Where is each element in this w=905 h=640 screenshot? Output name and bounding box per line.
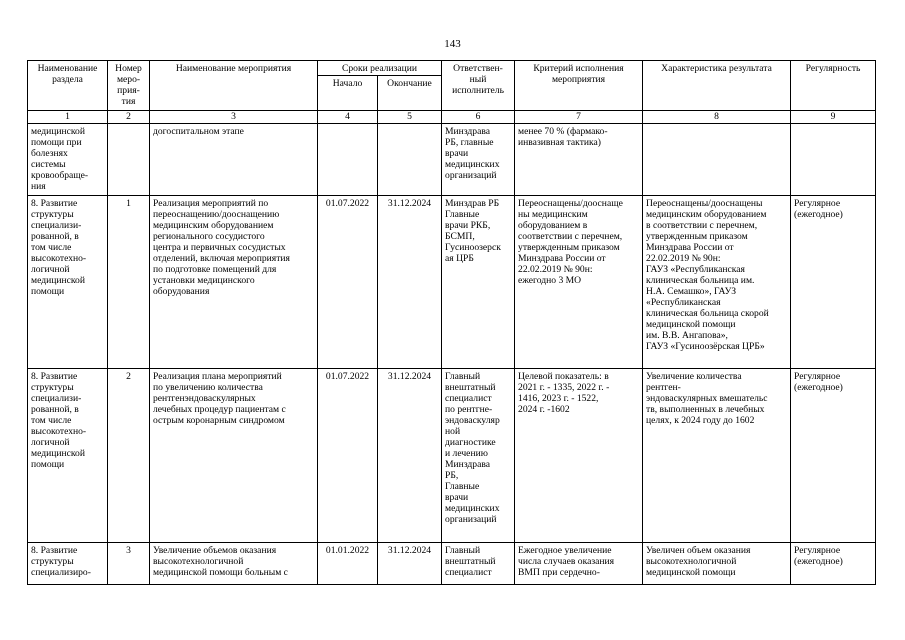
header-number: Номер меро- прия- тия xyxy=(108,61,150,111)
cell-criterion: Целевой показатель: в 2021 г. - 1335, 2022 г. - 1416, 2023 г. - 1522, 2024 г. -1602 xyxy=(515,369,643,543)
cell-event: Увеличение объемов оказания высокотехнологичной медицинской помощи больным с xyxy=(150,543,318,585)
cell-event: Реализация мероприятий по переоснащению/дооснащению медицинским оборудованием регионального сосудистого центра и первичных сосудистых отделений, включая мероприятия по подготовке помещений для установки медицинского оборудования xyxy=(150,196,318,369)
cell-end xyxy=(378,124,442,196)
cell-criterion: Ежегодное увеличение числа случаев оказания ВМП при сердечно- xyxy=(515,543,643,585)
header-section: Наименование раздела xyxy=(28,61,108,111)
cell-number: 2 xyxy=(108,369,150,543)
cell-regularity: Регулярное (ежегодное) xyxy=(791,543,876,585)
column-number: 7 xyxy=(515,111,643,124)
cell-number xyxy=(108,124,150,196)
page-number: 143 xyxy=(444,38,461,50)
table-row xyxy=(28,369,876,543)
cell-criterion: менее 70 % (фармако- инвазивная тактика) xyxy=(515,124,643,196)
column-number: 6 xyxy=(442,111,515,124)
cell-start: 01.01.2022 xyxy=(318,543,378,585)
events-table xyxy=(27,60,876,585)
header-regularity: Регулярность xyxy=(791,61,876,111)
cell-end: 31.12.2024 xyxy=(378,543,442,585)
cell-event: Реализация плана мероприятий по увеличению количества рентгенэндоваскулярных лечебных процедур пациентам с острым коронарным синдромом xyxy=(150,369,318,543)
cell-responsible: Главный внештатный специалист xyxy=(442,543,515,585)
cell-regularity: Регулярное (ежегодное) xyxy=(791,369,876,543)
cell-responsible: Минздрав РБ Главные врачи РКБ, БСМП, Гусиноозерск ая ЦРБ xyxy=(442,196,515,369)
column-number: 1 xyxy=(28,111,108,124)
header-criterion: Критерий исполнения мероприятия xyxy=(515,61,643,111)
cell-start: 01.07.2022 xyxy=(318,196,378,369)
header-responsible: Ответствен- ный исполнитель xyxy=(442,61,515,111)
cell-responsible: Главный внештатный специалист по рентгне- эндоваскуляр ной диагностике и лечению Минздрава РБ, Главные врачи медицинских организаций xyxy=(442,369,515,543)
column-number: 9 xyxy=(791,111,876,124)
cell-regularity xyxy=(791,124,876,196)
cell-section: 8. Развитие структуры специализи- рованной, в том числе высокотехно- логичной медицинской помощи xyxy=(28,369,108,543)
column-number: 4 xyxy=(318,111,378,124)
cell-event: догоспитальном этапе xyxy=(150,124,318,196)
header-terms: Сроки реализации xyxy=(318,61,442,76)
table-row xyxy=(28,196,876,369)
cell-start: 01.07.2022 xyxy=(318,369,378,543)
header-start: Начало xyxy=(318,76,378,111)
cell-responsible: Минздрава РБ, главные врачи медицинских организаций xyxy=(442,124,515,196)
cell-result xyxy=(643,124,791,196)
cell-section: 8. Развитие структуры специализиро- xyxy=(28,543,108,585)
column-number: 3 xyxy=(150,111,318,124)
header-event: Наименование мероприятия xyxy=(150,61,318,111)
table-row xyxy=(28,543,876,585)
cell-section: медицинской помощи при болезнях системы кровообраще- ния xyxy=(28,124,108,196)
column-numbers-row xyxy=(28,111,876,124)
cell-end: 31.12.2024 xyxy=(378,196,442,369)
column-number: 5 xyxy=(378,111,442,124)
cell-criterion: Переоснащены/дооснаще ны медицинским оборудованием в соответствии с перечнем, утвержденным приказом Минздрава России от 22.02.2019 № 90н: ежегодно 3 МО xyxy=(515,196,643,369)
cell-start xyxy=(318,124,378,196)
cell-regularity: Регулярное (ежегодное) xyxy=(791,196,876,369)
cell-result: Увеличен объем оказания высокотехнологичной медицинской помощи xyxy=(643,543,791,585)
header-result: Характеристика результата xyxy=(643,61,791,111)
cell-result: Увеличение количества рентген- эндоваскулярных вмешательс тв, выполненных в лечебных целях, к 2024 году до 1602 xyxy=(643,369,791,543)
cell-end: 31.12.2024 xyxy=(378,369,442,543)
cell-result: Переоснащены/дооснащены медицинским оборудованием в соответствии с перечнем, утвержденным приказом Минздрава России от 22.02.2019 № 90н: ГАУЗ «Республиканская клиническая больница им. Н.А. Семашко», ГАУЗ «Республиканская клиническая больница скорой медицинской помощи им. В.В. Ангапова», ГАУЗ «Гусиноозёрская ЦРБ» xyxy=(643,196,791,369)
cell-number: 3 xyxy=(108,543,150,585)
column-number: 8 xyxy=(643,111,791,124)
cell-number: 1 xyxy=(108,196,150,369)
header-end: Окончание xyxy=(378,76,442,111)
column-number: 2 xyxy=(108,111,150,124)
table-row xyxy=(28,124,876,196)
cell-section: 8. Развитие структуры специализи- рованной, в том числе высокотехно- логичной медицинской помощи xyxy=(28,196,108,369)
